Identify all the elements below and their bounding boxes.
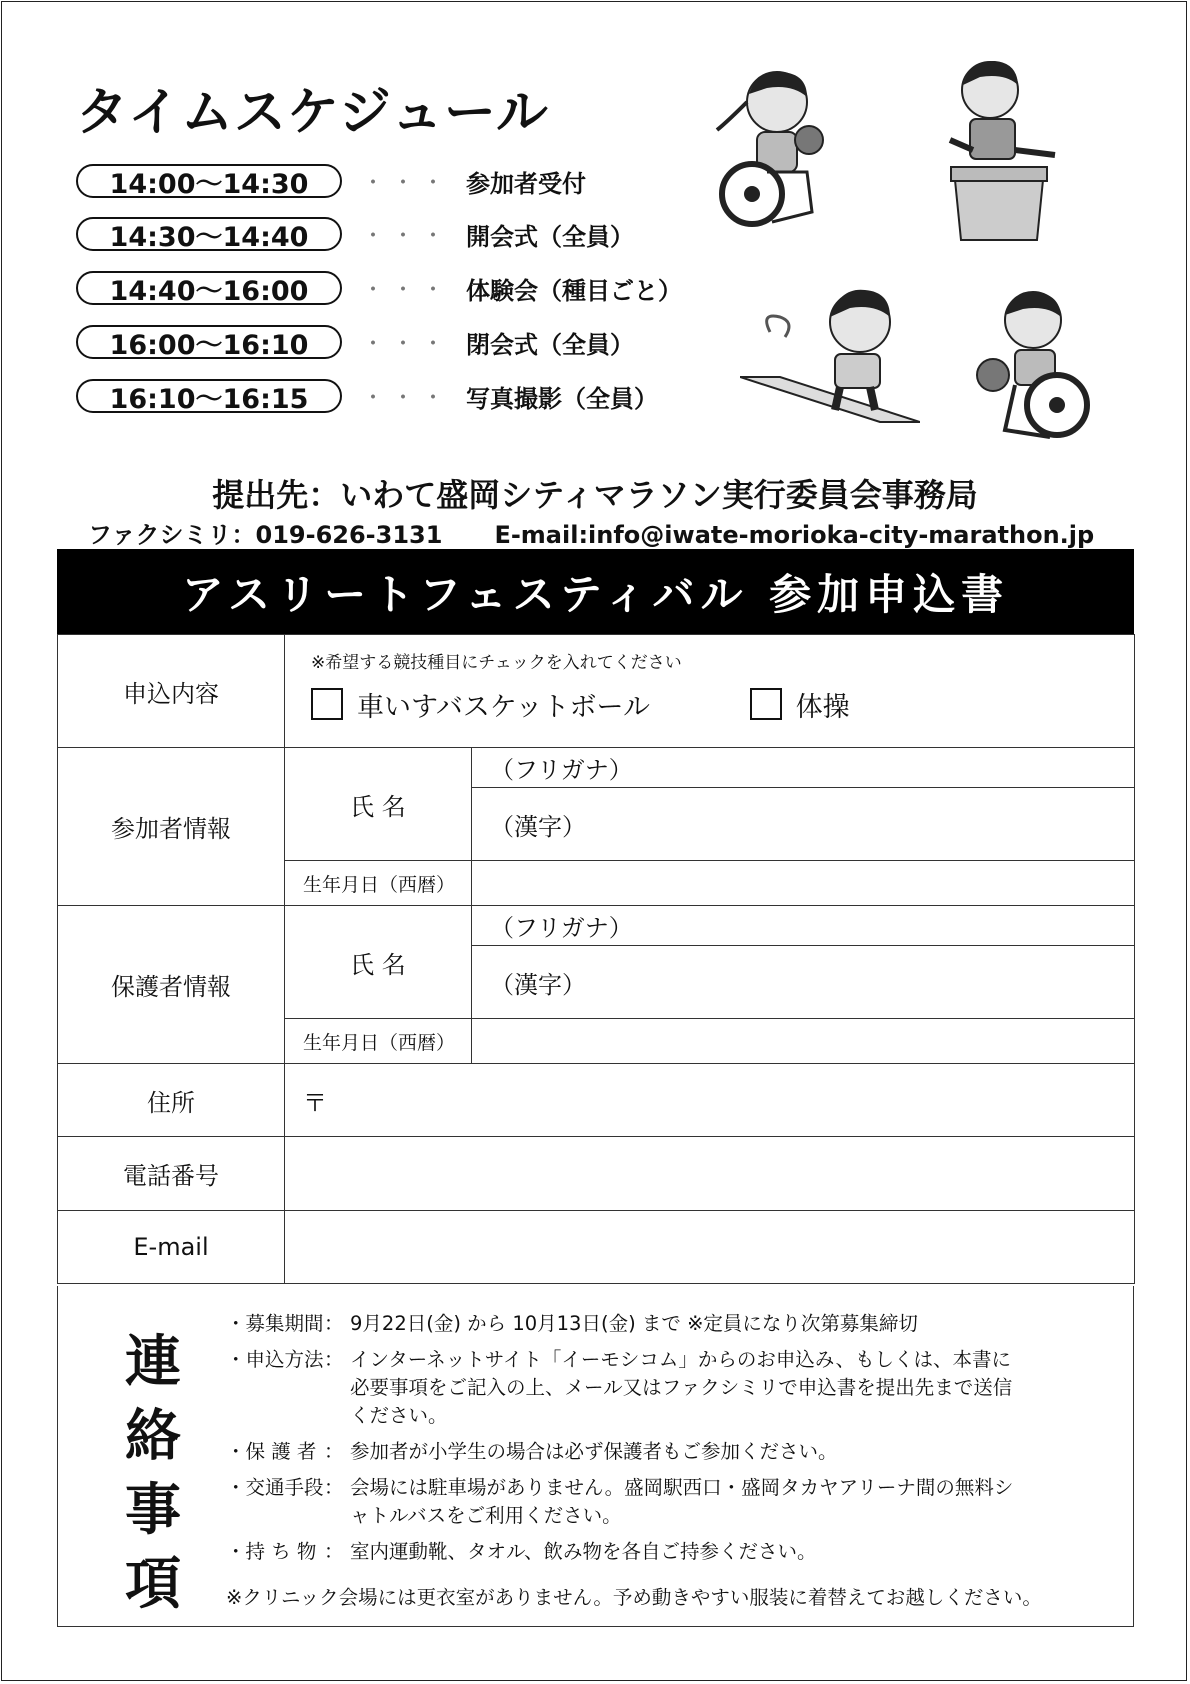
notice-section [57, 1286, 1134, 1627]
contact-line [88, 515, 1094, 550]
schedule-time: 14:40～16:00 [76, 271, 342, 305]
submission-destination: 提出先：いわて盛岡シティマラソン実行委員会事務局 [212, 476, 978, 514]
address-label: 住所 [58, 1064, 285, 1137]
schedule-time: 14:30～14:40 [76, 217, 342, 251]
notice-item: ・交通手段 ： 会場には駐車場がありません。盛岡駅西口・盛岡タカヤアリーナ間の無料シャトルバスをご利用ください。 [226, 1474, 1050, 1530]
guardian-furigana-field[interactable]: （フリガナ） [472, 906, 1135, 946]
option-wheelchair-basketball[interactable]: 車いすバスケットボール [311, 685, 650, 724]
schedule-row [76, 216, 634, 252]
fax-number: ファクシミリ：019-626-3131 [88, 521, 443, 549]
schedule-event: 体験会（種目ごと） [466, 276, 682, 305]
participant-kanji-field[interactable]: （漢字） [472, 788, 1135, 861]
guardian-birth-label: 生年月日（西暦） [285, 1019, 472, 1064]
schedule-time: 16:00～16:10 [76, 325, 342, 359]
email-address: E-mail:info@iwate-morioka-city-marathon.jp [494, 521, 1095, 549]
notice-value: 9月22日(金) から 10月13日(金) まで ※定員になり次第募集締切 [350, 1312, 918, 1335]
schedule-row [76, 270, 682, 306]
schedule-title: タイムスケジュール [76, 83, 549, 143]
schedule-dots: ・・・ [361, 277, 452, 303]
notice-key: ・交通手段 [226, 1476, 324, 1499]
notice-list [226, 1310, 1050, 1574]
address-field[interactable]: 〒 [285, 1064, 1135, 1137]
notice-value: 室内運動靴、タオル、飲み物を各自ご持参ください。 [350, 1540, 817, 1563]
guardian-name-label: 氏 名 [285, 906, 472, 1019]
schedule-event: 開会式（全員） [466, 222, 634, 251]
schedule-time: 16:10～16:15 [76, 379, 342, 413]
notice-key: ・保 護 者 [226, 1440, 317, 1463]
participant-label: 参加者情報 [58, 748, 285, 906]
apply-label: 申込内容 [58, 635, 285, 748]
schedule-dots: ・・・ [361, 331, 452, 357]
participant-furigana-field[interactable]: （フリガナ） [472, 748, 1135, 788]
schedule-dots: ・・・ [361, 170, 452, 196]
schedule-row [76, 163, 586, 199]
notice-title: 連絡事項 [125, 1330, 181, 1617]
wheelchair-boy-illustration [975, 285, 1095, 450]
option-gymnastics[interactable]: 体操 [750, 685, 850, 724]
participant-birth-label: 生年月日（西暦） [285, 861, 472, 906]
notice-value: インターネットサイト「イーモシコム」からのお申込み、もしくは、本書に必要事項をご記入の上、メール又はファクシミリで申込書を提出先まで送信ください。 [350, 1348, 1013, 1427]
checkbox-wheelchair-basketball[interactable] [311, 688, 343, 720]
email-label: E-mail [58, 1211, 285, 1284]
application-form [57, 634, 1135, 1284]
checkbox-gymnastics[interactable] [750, 688, 782, 720]
participant-birth-field[interactable] [472, 861, 1135, 906]
gymnastics-boy-illustration [740, 282, 920, 432]
schedule-event: 閉会式（全員） [466, 330, 634, 359]
wheelchair-girl-illustration [712, 62, 842, 237]
email-field[interactable] [285, 1211, 1135, 1284]
notice-item: ・申込方法 ： インターネットサイト「イーモシコム」からのお申込み、もしくは、本書に必要事項をご記入の上、メール又はファクシミリで申込書を提出先まで送信ください。 [226, 1346, 1050, 1430]
guardian-label: 保護者情報 [58, 906, 285, 1064]
form-title: アスリートフェスティバル 参加申込書 [57, 549, 1134, 634]
vaulting-boy-illustration [945, 55, 1070, 245]
schedule-dots: ・・・ [361, 385, 452, 411]
notice-footer: ※クリニック会場には更衣室がありません。予め動きやすい服装に着替えてお越しください。 [226, 1586, 1042, 1609]
guardian-birth-field[interactable] [472, 1019, 1135, 1064]
notice-value: 参加者が小学生の場合は必ず保護者もご参加ください。 [350, 1440, 838, 1463]
notice-item: ・保 護 者 ： 参加者が小学生の場合は必ず保護者もご参加ください。 [226, 1438, 1050, 1466]
schedule-time: 14:00～14:30 [76, 164, 342, 198]
schedule-event: 参加者受付 [466, 169, 586, 198]
guardian-kanji-field[interactable]: （漢字） [472, 946, 1135, 1019]
notice-key: ・持 ち 物 [226, 1540, 317, 1563]
participant-name-label: 氏 名 [285, 748, 472, 861]
schedule-event: 写真撮影（全員） [466, 384, 658, 413]
notice-key: ・申込方法 [226, 1348, 324, 1371]
notice-item: ・持 ち 物 ： 室内運動靴、タオル、飲み物を各自ご持参ください。 [226, 1538, 1050, 1566]
phone-label: 電話番号 [58, 1137, 285, 1211]
notice-item: ・募集期間 ： 9月22日(金) から 10月13日(金) まで ※定員になり次第募集締切 [226, 1310, 1050, 1338]
apply-note: ※希望する競技種目にチェックを入れてください [311, 652, 682, 673]
schedule-row [76, 324, 634, 360]
notice-key: ・募集期間 [226, 1312, 324, 1335]
apply-options-cell [285, 635, 1135, 748]
phone-field[interactable] [285, 1137, 1135, 1211]
schedule-row [76, 378, 658, 414]
notice-value: 会場には駐車場がありません。盛岡駅西口・盛岡タカヤアリーナ間の無料シャトルバスをご利用ください。 [350, 1476, 1014, 1527]
schedule-dots: ・・・ [361, 223, 452, 249]
